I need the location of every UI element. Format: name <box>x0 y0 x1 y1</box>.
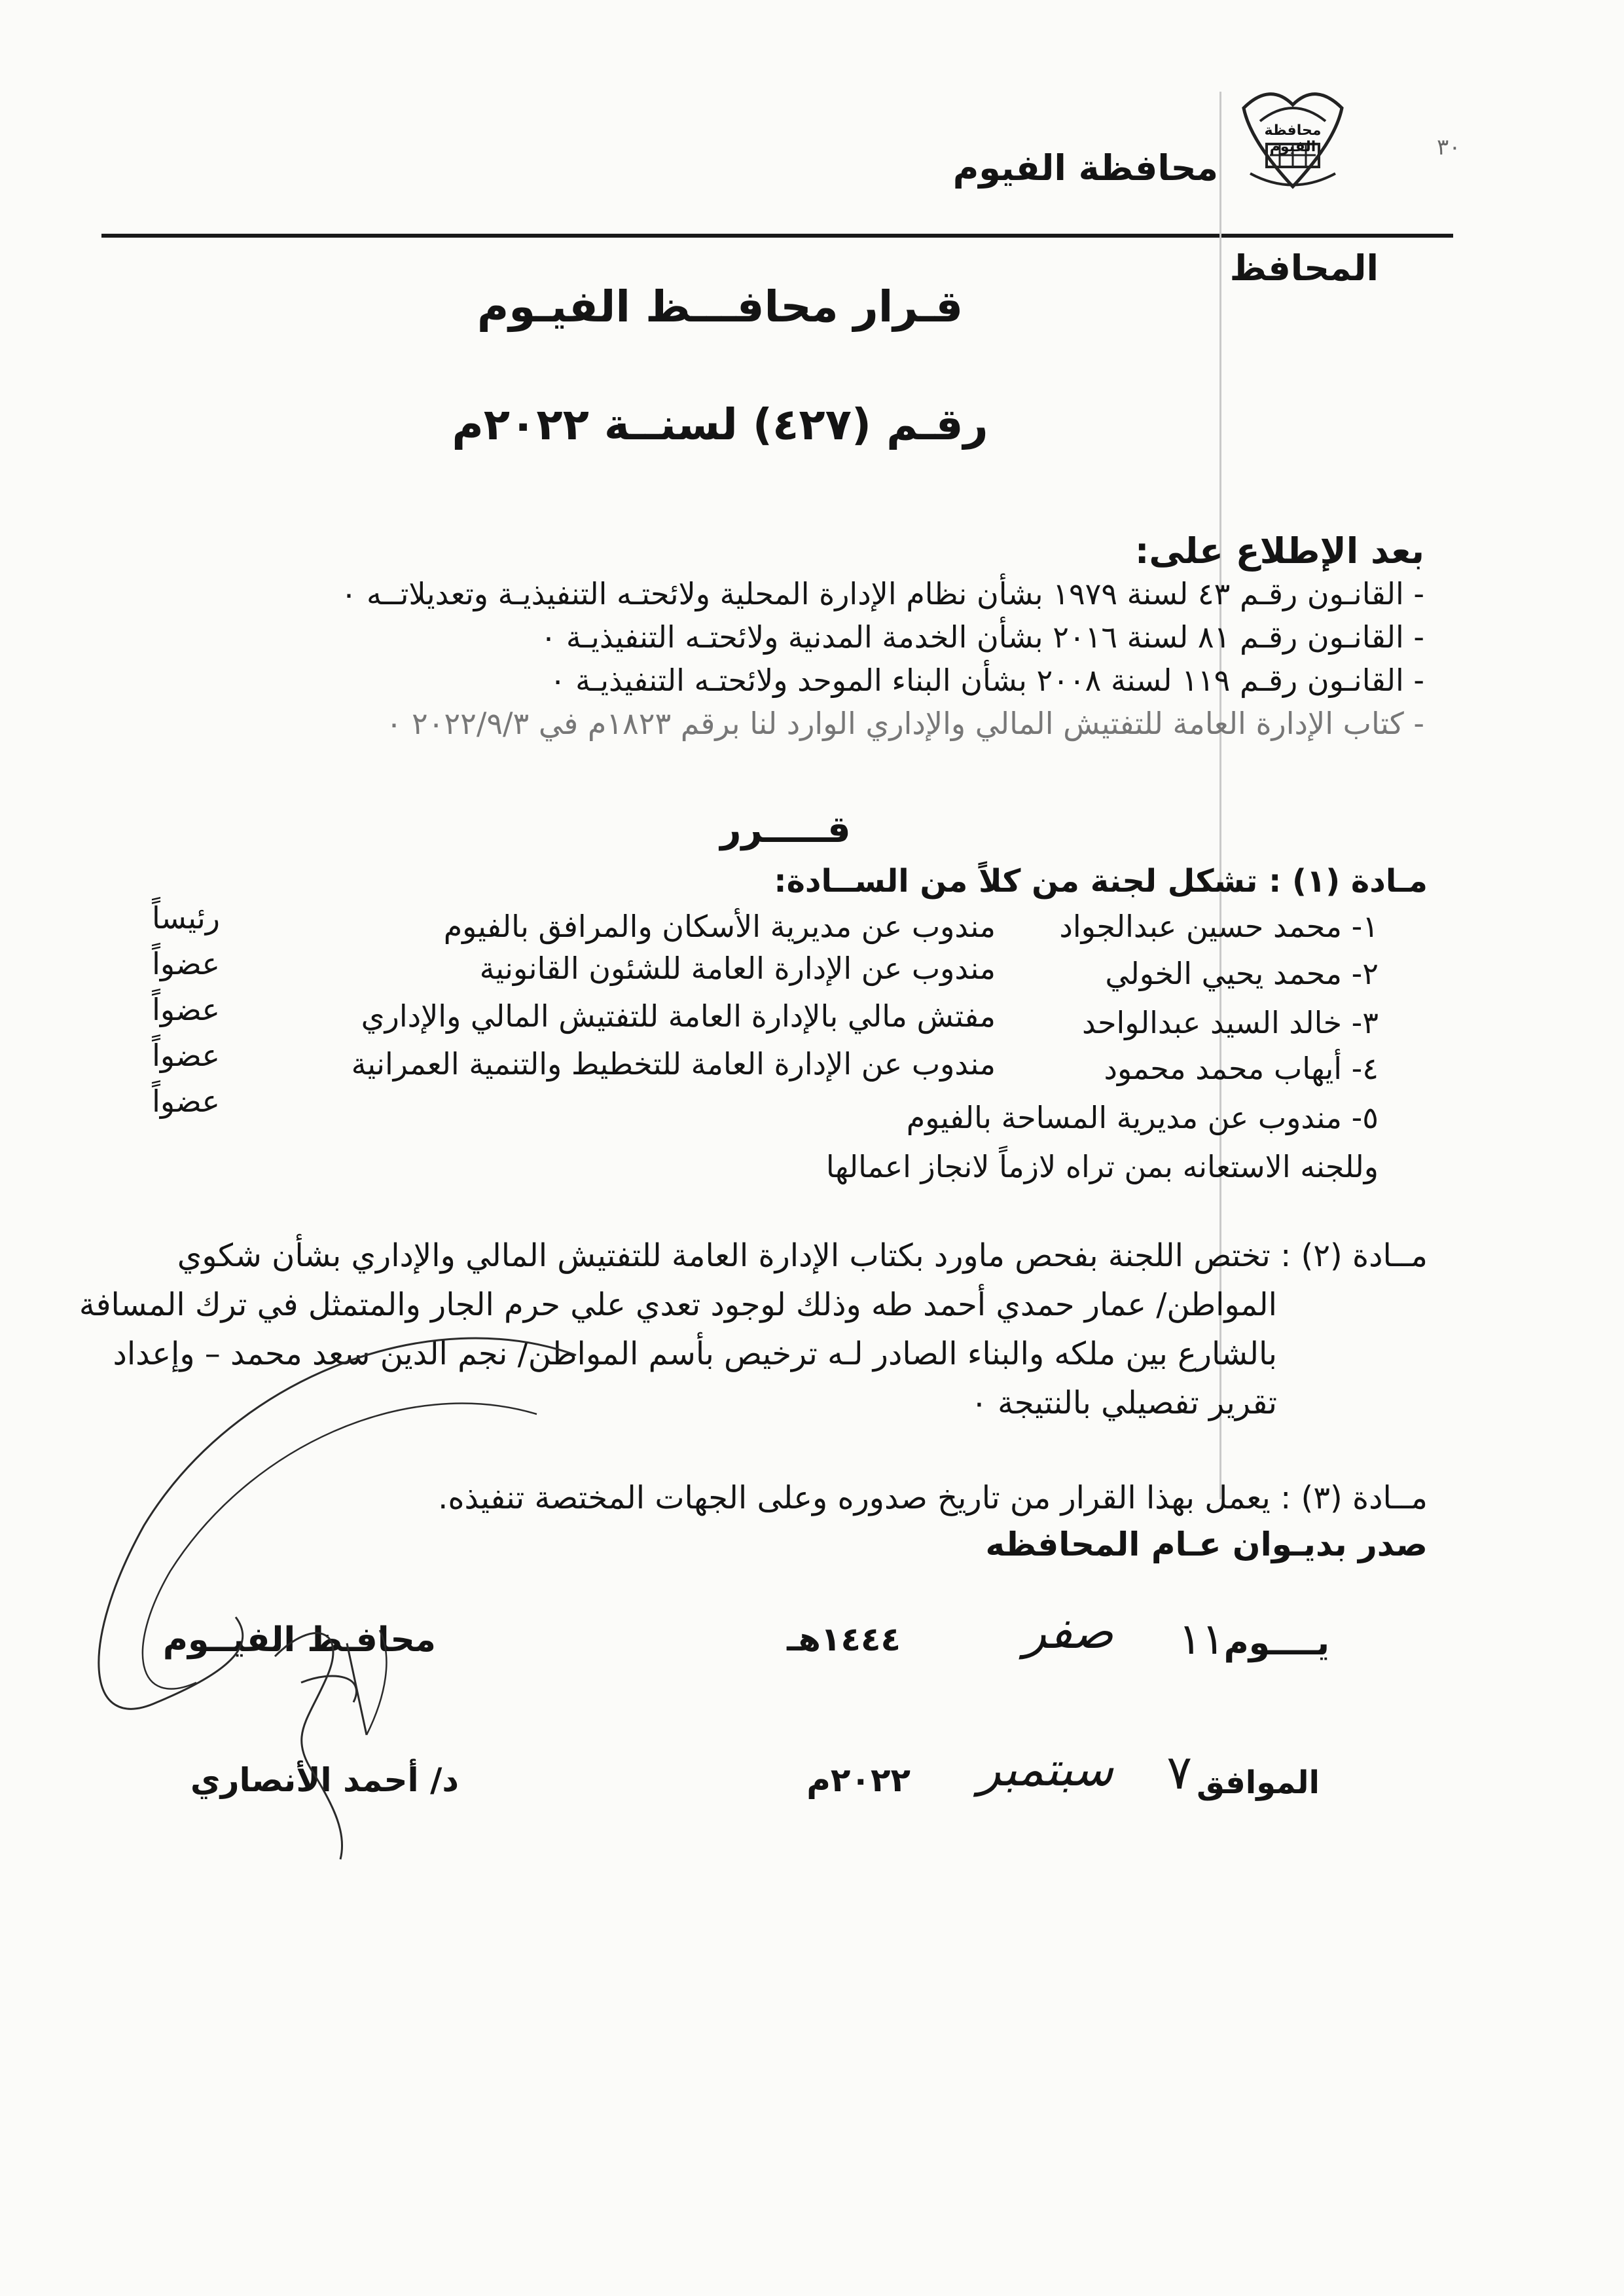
article1-note: وللجنه الاستعانه بمن تراه لازماً لانجاز اعمالها <box>825 1149 1379 1184</box>
governorate-logo <box>1231 82 1355 193</box>
preamble-item: - القانـون رقـم ٨١ لسنة ٢٠١٦ بشأن الخدمة المدنية ولائحتـه التنفيذيـة ٠ <box>540 619 1424 655</box>
member-role: مفتش مالي بالإدارة العامة للتفتيش المالي والإداري <box>361 998 996 1034</box>
article1-heading: مـادة (١) : تشكل لجنة من كلاً من الســادة: <box>774 863 1428 900</box>
hijri-year: ١٤٤٤هـ <box>787 1620 901 1658</box>
greg-label: الموافق <box>1197 1764 1320 1801</box>
preamble-item: - القانـون رقـم ٤٣ لسنة ١٩٧٩ بشأن نظام الإدارة المحلية ولائحتـه التنفيذيـة وتعديلاتــه ٠ <box>340 576 1424 611</box>
preamble-heading: بعد الإطلاع على: <box>1134 530 1424 572</box>
article2-line: تقرير تفصيلي بالنتيجة ٠ <box>971 1385 1277 1421</box>
preamble-item: - كتاب الإدارة العامة للتفتيش المالي والإداري الوارد لنا برقم ١٨٢٣م في ٢٠٢٢/٩/٣ ٠ <box>386 706 1424 741</box>
governorate-name: محافظة الفيوم <box>952 147 1218 189</box>
office-title: المحافظ <box>1229 247 1379 289</box>
member-position: رئيساً <box>152 900 220 936</box>
member-position: عضواً <box>152 992 220 1027</box>
decision-number: رقـم (٤٢٧) لسنــة ٢٠٢٢م <box>452 399 988 450</box>
member-name: ٣- خالد السيد عبدالواحد <box>1081 1005 1379 1040</box>
greg-day: ٧ <box>1166 1745 1192 1800</box>
decision-title: قـرار محافـــظ الفيـوم <box>477 282 964 332</box>
member-role: مندوب عن الإدارة العامة للتخطيط والتنمية العمرانية <box>351 1046 996 1082</box>
preamble-item: - القانـون رقـم ١١٩ لسنة ٢٠٠٨ بشأن البناء الموحد ولائحتـه التنفيذيـة ٠ <box>549 663 1424 698</box>
issued-statement: صدر بديـوان عـام المحافظه <box>985 1525 1428 1563</box>
member-name: ٤- أيهاب محمد محمود <box>1104 1051 1379 1086</box>
member-name: ١- محمد حسين عبدالجواد <box>1059 909 1379 944</box>
greg-month: سبتمبر <box>978 1741 1113 1796</box>
article3-text: مــادة (٣) : يعمل بهذا القرار من تاريخ صدوره وعلى الجهات المختصة تنفيذه. <box>438 1480 1428 1516</box>
article2-line: مــادة (٢) : تختص اللجنة بفحص ماورد بكتاب الإدارة العامة للتفتيش المالي والإداري بشأن شكوي <box>177 1237 1428 1274</box>
article2-line: المواطن/ عمار حمدي أحمد طه وذلك لوجود تعدي علي حرم الجار والمتمثل في ترك المسافة <box>79 1286 1277 1323</box>
member-name: ٢- محمد يحيي الخولي <box>1105 956 1379 991</box>
decided-heading: قـــــرر <box>720 809 851 851</box>
hijri-month: صفر <box>1023 1604 1113 1659</box>
member-role: مندوب عن الإدارة العامة للشئون القانونية <box>479 951 996 986</box>
hijri-day: ١١ <box>1178 1614 1225 1664</box>
member-position: عضواً <box>152 1084 220 1119</box>
hijri-label: يــــوم <box>1223 1624 1329 1663</box>
header-rule <box>101 234 1453 238</box>
member-position: عضواً <box>152 946 220 981</box>
member-role: مندوب عن مديرية الأسكان والمرافق بالفيوم <box>443 909 996 944</box>
signatory-title: محافـظ الفيــوم <box>162 1620 436 1660</box>
member-position: عضواً <box>152 1038 220 1073</box>
signatory-name: د/ أحمد الأنصاري <box>190 1761 459 1799</box>
corner-mark: ٣٠ <box>1437 134 1461 160</box>
greg-year: ٢٠٢٢م <box>806 1761 911 1799</box>
signature-icon <box>39 1277 615 1866</box>
article2-line: بالشارع بين ملكه والبناء الصادر لـه ترخيص بأسم المواطن/ نجم الدين سعد محمد – وإعداد <box>113 1336 1277 1372</box>
logo-text: محافظة الفيوم <box>1264 122 1322 155</box>
handwritten-signature <box>39 1277 615 1866</box>
member-name: ٥- مندوب عن مديرية المساحة بالفيوم <box>906 1100 1379 1135</box>
